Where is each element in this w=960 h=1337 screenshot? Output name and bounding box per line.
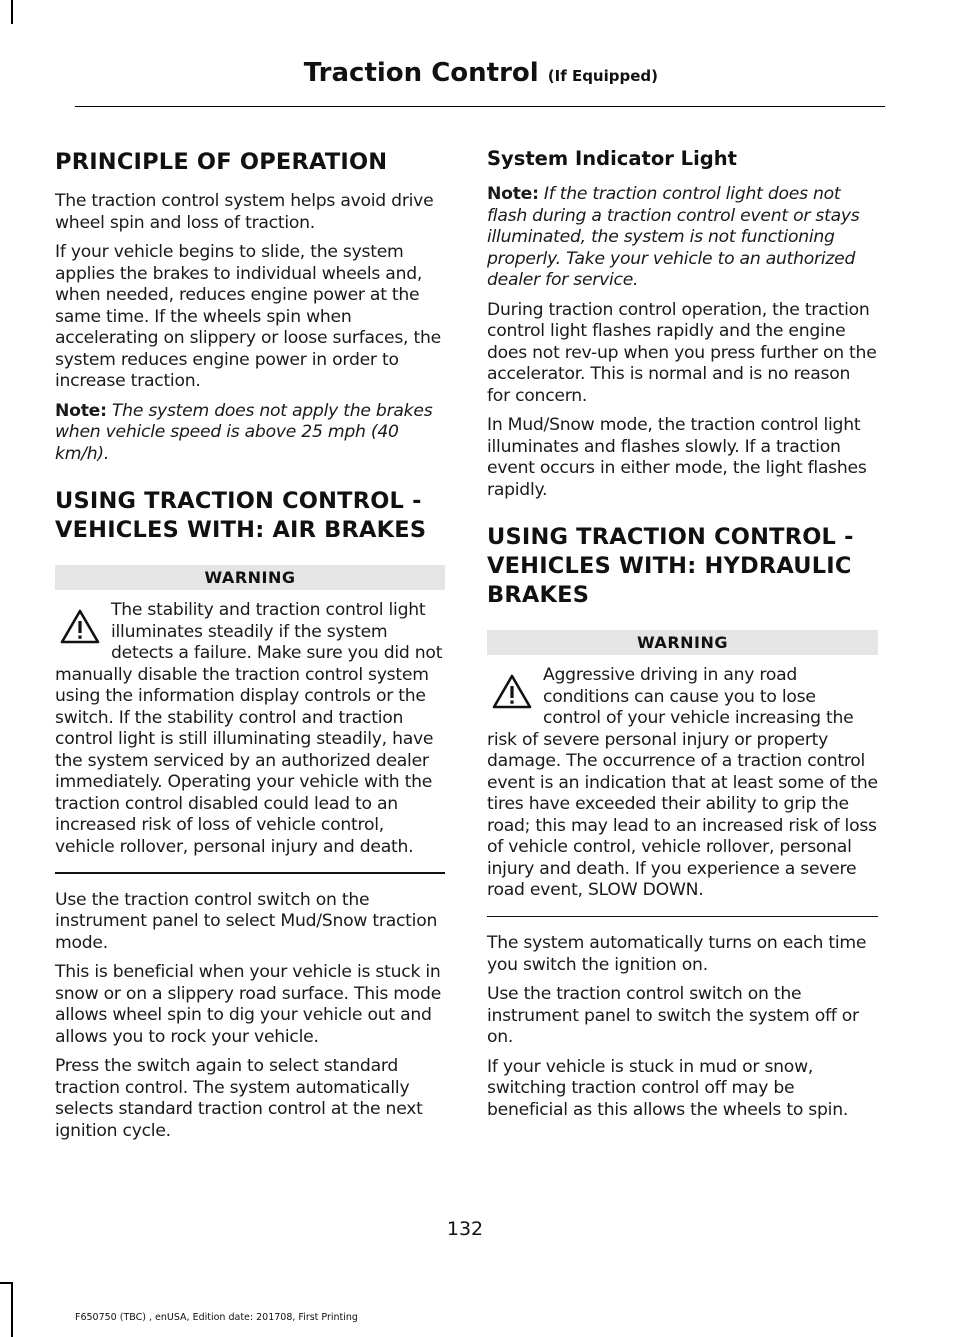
note-label: Note: bbox=[55, 400, 107, 421]
warning-text: The stability and traction control light illuminates steadily if the system detects a failure. Make sure you did not manually disable the traction control system using the information display controls or the switch. If the stability control and traction control light is still illuminating steadily, have the system serviced by an authorized dealer immediately. Operating your vehicle with the traction control disabled could lead to an increased risk of loss of vehicle control, vehicle rollover, personal injury and death. bbox=[55, 600, 443, 857]
air-paragraph-3: Press the switch again to select standard traction control. The system automatically selects standard traction control at the next ignition cycle. bbox=[55, 1056, 423, 1141]
air-brakes-heading bbox=[55, 487, 445, 545]
hydraulic-heading-line1: USING TRACTION CONTROL - bbox=[487, 524, 854, 550]
hydraulic-paragraph-2: Use the traction control switch on the instrument panel to switch the system off or on. bbox=[487, 984, 859, 1047]
warning-rule bbox=[55, 872, 445, 874]
hydraulic-paragraph-3: If your vehicle is stuck in mud or snow, switching traction control off may be beneficial as this allows the wheels to spin. bbox=[487, 1056, 849, 1120]
crop-mark-bottom-left bbox=[11, 1282, 13, 1337]
warning-rule bbox=[487, 916, 878, 918]
warning-triangle-icon bbox=[59, 608, 101, 646]
principle-paragraph-1: The traction control system helps avoid drive wheel spin and loss of traction. bbox=[55, 191, 434, 233]
warning-title-bar: WARNING bbox=[487, 630, 878, 655]
page-header-title bbox=[304, 58, 658, 88]
air-paragraph-2: This is beneficial when your vehicle is stuck in snow or on a slippery road surface. This mode allows wheel spin to dig your vehicle out and allows you to rock your vehicle. bbox=[55, 962, 442, 1047]
note-label: Note: bbox=[487, 184, 539, 204]
warning-body bbox=[487, 655, 878, 902]
right-column bbox=[487, 146, 878, 1129]
principle-paragraph-2: If your vehicle begins to slide, the system applies the brakes to individual wheels and, when needed, reduces engine power at the same time. If the wheels spin when accelerating on slippery or loose surfaces, the system reduces engine power in order to increase traction. bbox=[55, 242, 441, 391]
left-column bbox=[55, 146, 445, 1150]
note-text: The system does not apply the brakes when vehicle speed is above 25 mph (40 km/h). bbox=[55, 400, 433, 464]
air-brakes-warning bbox=[55, 565, 445, 874]
footer-edition-info: F650750 (TBC) , enUSA, Edition date: 201708, First Printing bbox=[75, 1312, 358, 1323]
principle-note bbox=[55, 401, 445, 466]
warning-body bbox=[55, 590, 445, 858]
warning-triangle-icon bbox=[491, 673, 533, 711]
header-title-text: Traction Control bbox=[303, 58, 539, 88]
indicator-paragraph-1: During traction control operation, the traction control light flashes rapidly and the engine does not rev-up when you press further on the accelerator. This is normal and is no reason for concern. bbox=[487, 299, 877, 406]
hydraulic-paragraph-1: The system automatically turns on each time you switch the ignition on. bbox=[487, 933, 867, 975]
principle-heading: PRINCIPLE OF OPERATION bbox=[55, 149, 388, 175]
indicator-note bbox=[487, 184, 878, 292]
warning-title-bar: WARNING bbox=[55, 565, 445, 590]
page-number: 132 bbox=[446, 1218, 484, 1240]
header-subtitle: (If Equipped) bbox=[547, 67, 658, 85]
crop-mark-bottom-left-h bbox=[0, 1282, 13, 1284]
note-text: If the traction control light does not flash during a traction control event or stays illuminated, the system is not functioning properly. Take your vehicle to an authorized dealer for service. bbox=[487, 184, 860, 290]
hydraulic-brakes-warning bbox=[487, 630, 878, 917]
indicator-paragraph-2: In Mud/Snow mode, the traction control light illuminates and flashes slowly. If a traction event occurs in either mode, the light flashes rapidly. bbox=[487, 415, 867, 500]
air-brakes-heading-line2: VEHICLES WITH: AIR BRAKES bbox=[55, 517, 427, 543]
indicator-heading: System Indicator Light bbox=[487, 147, 737, 170]
hydraulic-heading-line2: VEHICLES WITH: HYDRAULIC bbox=[487, 553, 852, 579]
warning-text: Aggressive driving in any road conditions can cause you to lose control of your vehicle increasing the risk of severe personal injury or property damage. The occurrence of a traction control event is an indication that at least some of the tires have exceeded their ability to grip the road; this may lead to an increased risk of loss of vehicle control, vehicle rollover, personal injury and death. If you experience a severe road event, SLOW DOWN. bbox=[487, 665, 878, 900]
air-paragraph-1: Use the traction control switch on the instrument panel to select Mud/Snow traction mode. bbox=[55, 889, 438, 953]
crop-mark-top-left bbox=[11, 0, 13, 24]
hydraulic-heading-line3: BRAKES bbox=[487, 582, 590, 608]
air-brakes-heading-line1: USING TRACTION CONTROL - bbox=[55, 488, 422, 514]
hydraulic-brakes-heading bbox=[487, 523, 878, 610]
header-rule bbox=[75, 106, 885, 107]
